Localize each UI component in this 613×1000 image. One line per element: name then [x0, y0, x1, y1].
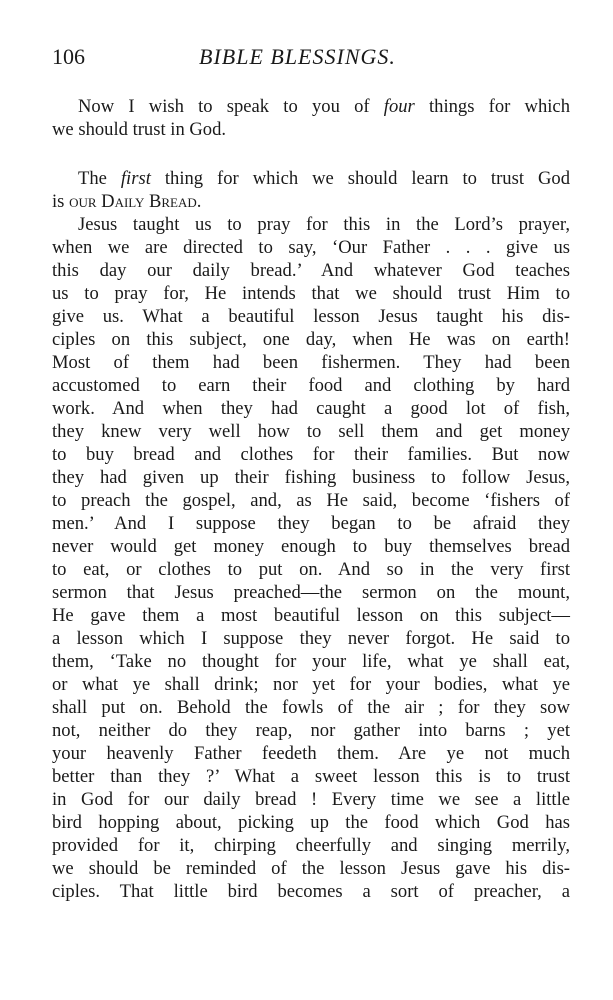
emphasis-four: four — [383, 96, 415, 117]
body-line: shall put on. Behold the fowls of the air ; for they sow — [52, 697, 570, 718]
body-line: He gave them a most beautiful lesson on this subject— — [52, 605, 570, 626]
body-line: never would get money enough to buy themselves bread — [52, 536, 570, 557]
body-line: they had given up their fishing business to follow Jesus, — [52, 467, 570, 488]
paragraph-first-line: The first thing for which we should learn to trust God — [78, 168, 570, 189]
paragraph-first-line: is our Daily Bread. — [52, 191, 202, 212]
body-line: us to pray for, He intends that we should trust Him to — [52, 283, 570, 304]
body-line: to buy bread and clothes for their families. But now — [52, 444, 570, 465]
body-line: bird hopping about, picking up the food which God has — [52, 812, 570, 833]
body-line: Most of them had been fishermen. They had been — [52, 352, 570, 373]
body-line: not, neither do they reap, nor gather into barns ; yet — [52, 720, 570, 741]
body-line: to preach the gospel, and, as He said, become ‘fishers of — [52, 490, 570, 511]
body-line: them, ‘Take no thought for your life, what ye shall eat, — [52, 651, 570, 672]
body-line: accustomed to earn their food and clothing by hard — [52, 375, 570, 396]
body-line: a lesson which I suppose they never forgot. He said to — [52, 628, 570, 649]
body-line: better than they ?’ What a sweet lesson this is to trust — [52, 766, 570, 787]
running-head: BIBLE BLESSINGS. — [199, 44, 396, 69]
body-line: give us. What a beautiful lesson Jesus taught his dis- — [52, 306, 570, 327]
paragraph-intro-line: we should trust in God. — [52, 119, 227, 140]
body-line: men.’ And I suppose they began to be afraid they — [52, 513, 570, 534]
body-line: provided for it, chirping cheerfully and singing merrily, — [52, 835, 570, 856]
body-line: work. And when they had caught a good lot of fish, — [52, 398, 570, 419]
body-line: when we are directed to say, ‘Our Father . . . give us — [52, 237, 570, 258]
body-line: or what ye shall drink; nor yet for your bodies, what ye — [52, 674, 570, 695]
body-line: to eat, or clothes to put on. And so in the very first — [52, 559, 570, 580]
daily-bread-heading: our Daily Bread. — [69, 191, 202, 212]
body-line: we should be reminded of the lesson Jesus gave his dis- — [52, 858, 570, 879]
body-line: sermon that Jesus preached—the sermon on the mount, — [52, 582, 570, 603]
page-number: 106 — [52, 44, 85, 69]
body-line: ciples on this subject, one day, when He was on earth! — [52, 329, 570, 350]
body-line: your heavenly Father feedeth them. Are ye not much — [52, 743, 570, 764]
paragraph-intro-line: Now I wish to speak to you of four things for which — [78, 96, 570, 117]
body-line: they knew very well how to sell them and get money — [52, 421, 570, 442]
page-header — [52, 44, 570, 74]
body-line: this day our daily bread.’ And whatever God teaches — [52, 260, 570, 281]
body-line: Jesus taught us to pray for this in the Lord’s prayer, — [78, 214, 570, 235]
emphasis-first: first — [120, 168, 151, 189]
body-line: in God for our daily bread ! Every time we see a little — [52, 789, 570, 810]
body-line: ciples. That little bird becomes a sort of preacher, a — [52, 881, 570, 902]
